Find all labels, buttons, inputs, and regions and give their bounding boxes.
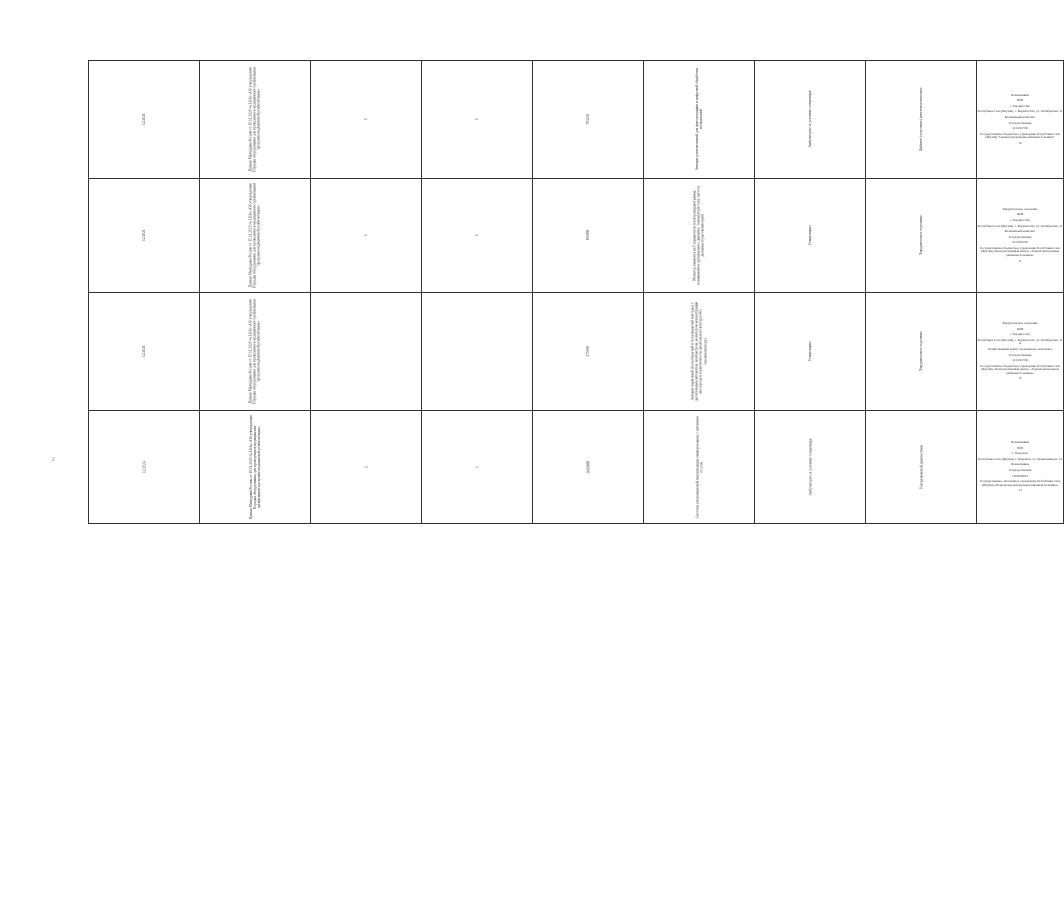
cell-equipment bbox=[644, 293, 755, 411]
cell-locality: с. Бердигестях bbox=[1010, 217, 1030, 222]
cell-ownership: Государственная bbox=[1008, 352, 1032, 357]
cell-inn: 1411001556 bbox=[1012, 358, 1028, 363]
cell-text: 12.2021 bbox=[141, 345, 146, 358]
cell-department: Поликлиника bbox=[1010, 440, 1030, 445]
cell-equipment-place bbox=[755, 411, 866, 524]
cell-text: 2689888 bbox=[585, 460, 590, 474]
cell-equipment-place bbox=[755, 179, 866, 293]
table-row bbox=[89, 293, 1064, 411]
cell-text: Приказ Минздрава России от 15.11.2020 № 1111н «Об утверждении Порядка оборудования для проведения в медицинских организациях программ медицинской реабилитации» bbox=[248, 298, 262, 405]
cell-population: 6668 bbox=[1016, 98, 1024, 103]
cell-text: Монитор пациента на 5 параметров (электрокардиограмма, неинвазивное артериальное давление, температура тела, частота дыхания, пульсоксиметрия) bbox=[692, 186, 706, 285]
cell-department: Хирургическое отделение bbox=[1002, 206, 1038, 211]
cell-cost bbox=[533, 293, 644, 411]
cell-inn: 1405004812 bbox=[1012, 473, 1028, 478]
cell-organization-stack bbox=[977, 179, 1064, 293]
cell-object-type: Хозяйственный корпус больничного комплекса bbox=[987, 346, 1053, 351]
cell-basis bbox=[200, 293, 311, 411]
cell-ownership: Государственная bbox=[1008, 468, 1032, 472]
cell-text: 190858 bbox=[585, 230, 590, 241]
cell-text: 2 bbox=[363, 466, 368, 468]
cell-date bbox=[89, 61, 200, 179]
cell-population: 6668 bbox=[1016, 212, 1024, 217]
cell-text: 1 bbox=[474, 466, 479, 468]
table-row bbox=[89, 411, 1064, 524]
cell-object-type: Больничный комплекс bbox=[1004, 229, 1036, 234]
equipment-table bbox=[88, 60, 1064, 524]
cell-equipment-place bbox=[755, 61, 866, 179]
cell-basis bbox=[200, 411, 311, 524]
table-row bbox=[89, 61, 1064, 179]
cell-room bbox=[866, 179, 977, 293]
cell-count-a bbox=[422, 293, 533, 411]
cell-room bbox=[866, 293, 977, 411]
cell-text: Приказ Минздрава России от 19.11.2020 № 1111н «Об утверждении Порядка оборудования для проведения в медицинских организациях программ медицинской реабилитации» bbox=[248, 415, 262, 519]
cell-text: Аппарат наркозный (полуоткрытый и полузакрытый контуры) с дыхательным автоматом, волюметром, монитором концентрации кислорода и герметичности дыхательного контура (без газоанализатора) bbox=[690, 301, 708, 402]
cell-count-a bbox=[422, 179, 533, 293]
table-row bbox=[89, 179, 1064, 293]
cell-organization-stack bbox=[977, 293, 1064, 411]
cell-text: 1 bbox=[474, 234, 479, 237]
cell-count-b bbox=[311, 293, 422, 411]
cell-text: Амбулаторно, в условиях стационара bbox=[807, 90, 812, 149]
cell-text: Система ультразвуковой визуализации универсальная, с питанием от сети bbox=[694, 416, 703, 518]
cell-number: 11 bbox=[1018, 258, 1022, 263]
cell-text: Приказ Минздрава России от 19.11.2020 № 1111н «Об утверждении Порядка оборудования для проведения в медицинских организациях программ медицинской реабилитации» bbox=[248, 66, 262, 173]
cell-date bbox=[89, 293, 200, 411]
cell-count-b bbox=[311, 61, 422, 179]
cell-organization-stack bbox=[977, 61, 1064, 179]
cell-equipment bbox=[644, 61, 755, 179]
cell-organization: Государственное автономное учреждение Республики Саха (Якутия) «Покровская центральная районная больница» bbox=[979, 479, 1061, 487]
cell-department: Хирургическое отделение bbox=[1002, 320, 1038, 325]
cell-text: 1 bbox=[363, 234, 368, 237]
cell-room bbox=[866, 61, 977, 179]
cell-object-type: Поликлиника bbox=[1010, 462, 1030, 467]
cell-equipment-place bbox=[755, 293, 866, 411]
cell-text: 275000 bbox=[585, 346, 590, 357]
cell-organization: Государственное бюджетное учреждение Республики Саха (Якутия) «Консультативный центр» «Горная центральная районная больница» bbox=[980, 245, 1060, 258]
cell-population: 9593 bbox=[1016, 445, 1024, 450]
cell-equipment bbox=[644, 179, 755, 293]
cell-text: 791230 bbox=[585, 114, 590, 125]
cell-population: 6668 bbox=[1016, 326, 1024, 331]
cell-text: Хирургическое отделение bbox=[918, 331, 923, 372]
cell-text: 1 bbox=[363, 118, 368, 121]
cell-text: 12.2024 bbox=[141, 461, 146, 473]
cell-text: 12.2021 bbox=[141, 229, 146, 242]
cell-basis bbox=[200, 61, 311, 179]
cell-number: 10 bbox=[1018, 140, 1022, 145]
cell-address: Республика Саха (Якутия), г. Покровск, ул. Орджоникидзе, 16 bbox=[977, 456, 1063, 461]
cell-text: Стационарно bbox=[807, 225, 812, 246]
cell-text: Аппарат рентгеновский для флюорографии и цифровой обработки изображений bbox=[694, 68, 703, 171]
cell-count-b bbox=[311, 411, 422, 524]
cell-inn: 1411001556 bbox=[1012, 126, 1028, 131]
cell-text: 12.2021 bbox=[141, 113, 146, 126]
cell-locality: г. Покровск bbox=[1012, 451, 1028, 456]
cell-equipment bbox=[644, 411, 755, 524]
cell-address: Республика Саха (Якутия), с. Бердигестях, ул. Октябрьская, 31 bbox=[977, 109, 1063, 114]
cell-text: 1 bbox=[474, 118, 479, 121]
cell-organization: Государственное бюджетное учреждение Республики Саха (Якутия) «Консультативный центр» «Горная центральная районная больница» bbox=[980, 363, 1060, 375]
cell-text: Ультразвуковой диагностики bbox=[918, 444, 923, 490]
cell-text: Хирургическое отделение bbox=[918, 215, 923, 256]
cell-object-type: Больничный комплекс bbox=[1004, 114, 1036, 119]
cell-count-a bbox=[422, 411, 533, 524]
cell-organization-stack bbox=[977, 411, 1064, 524]
cell-date bbox=[89, 179, 200, 293]
cell-text: Амбулаторно, в условиях стационара bbox=[807, 438, 812, 496]
cell-locality: с. Бердигестях bbox=[1010, 103, 1030, 108]
cell-ownership: Государственная bbox=[1008, 120, 1032, 125]
cell-locality: с. Бердигестях bbox=[1010, 332, 1030, 337]
cell-basis bbox=[200, 179, 311, 293]
cell-ownership: Государственная bbox=[1008, 234, 1032, 239]
cell-text: Стационарно bbox=[807, 341, 812, 362]
cell-cost bbox=[533, 179, 644, 293]
cell-cost bbox=[533, 61, 644, 179]
cell-organization: Государственное бюджетное учреждение Республики Саха (Якутия) "Горная центральная районная больница" bbox=[980, 131, 1060, 140]
cell-cost bbox=[533, 411, 644, 524]
cell-date bbox=[89, 411, 200, 524]
cell-address: Республика Саха (Якутия), с. Бердигестях, ул. Октябрьская, 31 bbox=[977, 223, 1063, 228]
cell-count-b bbox=[311, 179, 422, 293]
cell-text: Приказ Минздрава России от 15.11.2020 № 1111н «Об утверждении Порядка оборудования для проведения в медицинских организациях программ медицинской реабилитации» bbox=[248, 182, 262, 289]
cell-text: Кабинет (отделение) рентгенологическое bbox=[918, 87, 923, 152]
page-mark: 2 bbox=[52, 458, 55, 463]
cell-room bbox=[866, 411, 977, 524]
cell-department: Поликлиника bbox=[1010, 92, 1030, 97]
cell-count-a bbox=[422, 61, 533, 179]
cell-address: Республика Саха (Якутия), с. Бердигестях, ул. Октябрьская, 31 А bbox=[977, 337, 1063, 346]
cell-number: 12 bbox=[1018, 376, 1022, 381]
cell-inn: 1411001556 bbox=[1012, 240, 1028, 245]
cell-number: 13 bbox=[1018, 488, 1022, 493]
